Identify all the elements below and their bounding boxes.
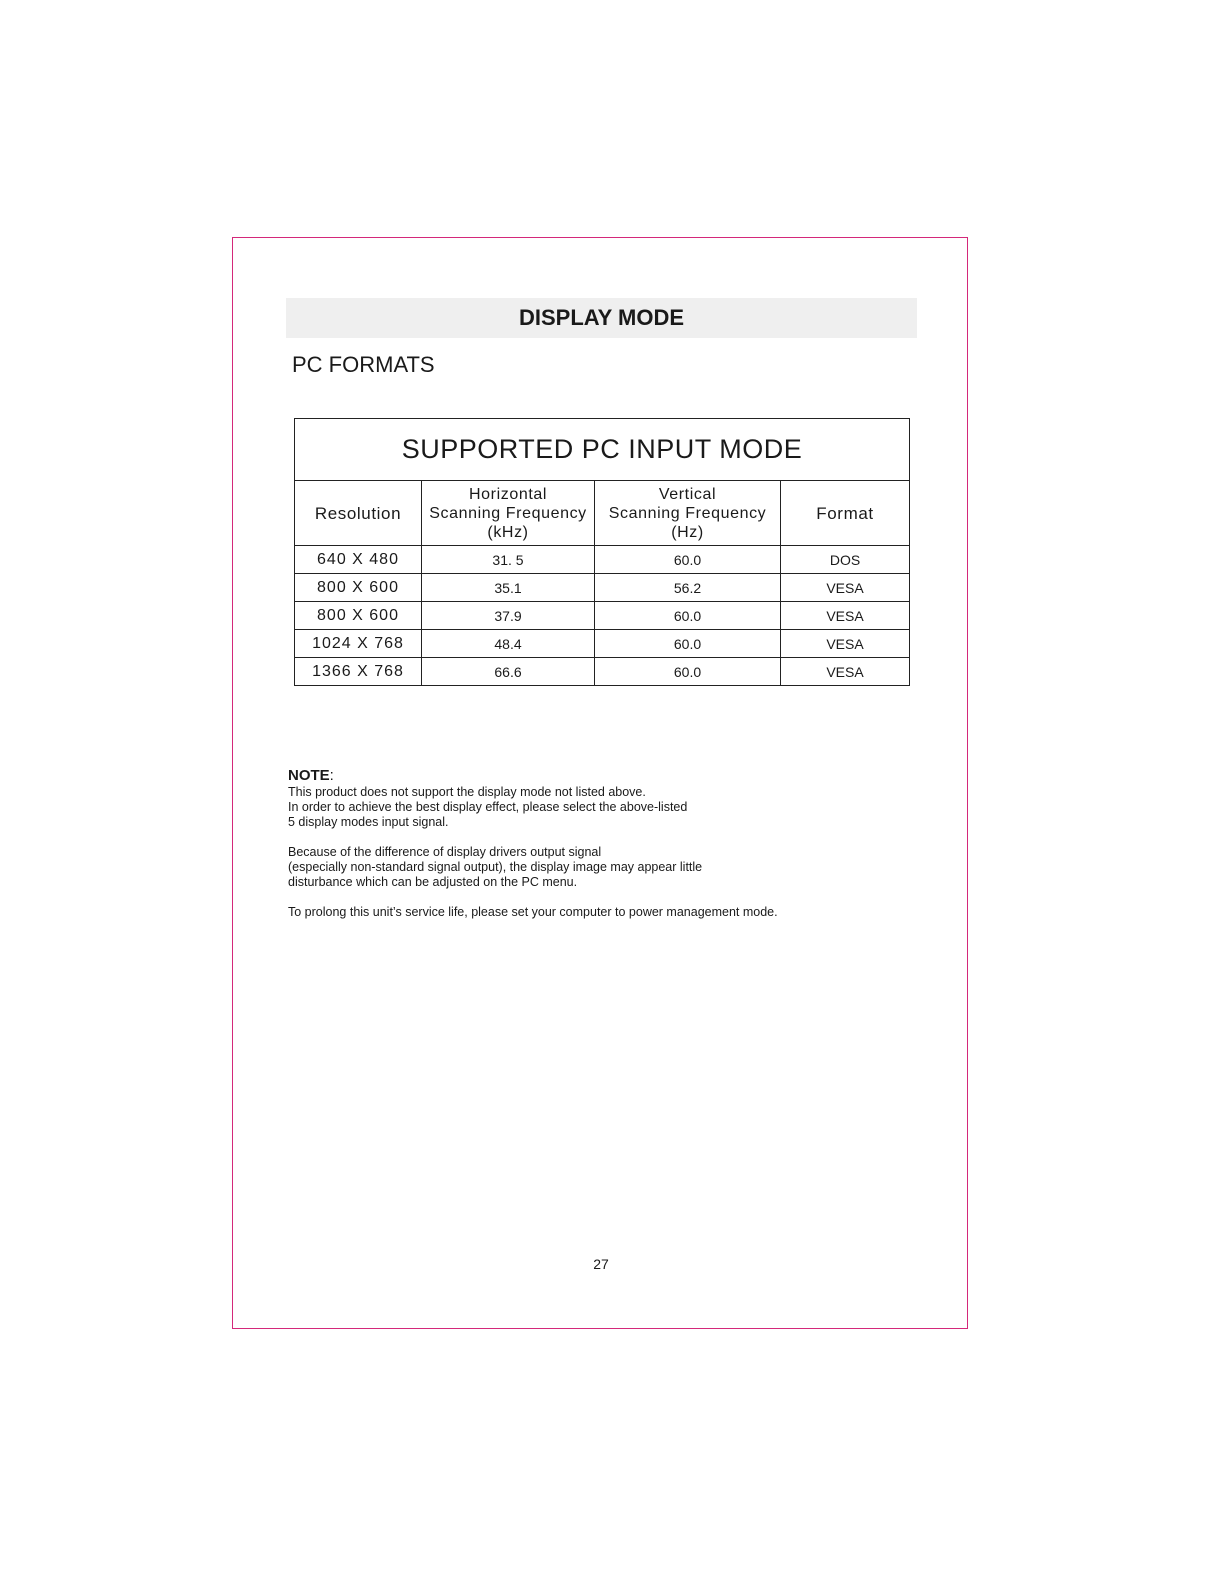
table-row (295, 602, 910, 630)
table-title-row (295, 419, 910, 481)
header-format: Format (781, 481, 910, 546)
cell-vertical: 60.0 (595, 658, 781, 686)
header-vertical-line: Vertical (658, 485, 717, 503)
table-row (295, 630, 910, 658)
cell-format: VESA (781, 630, 910, 658)
cell-format: DOS (781, 546, 910, 574)
note-line: This product does not support the display mode not listed above. (288, 785, 646, 799)
cell-horizontal: 66.6 (422, 658, 595, 686)
header-vertical-unit: (Hz) (671, 523, 704, 541)
note-block (288, 767, 848, 935)
section-title: DISPLAY MODE (518, 305, 685, 330)
note-heading (288, 767, 848, 785)
cell-horizontal: 31. 5 (422, 546, 595, 574)
header-vertical-line: Scanning Frequency (608, 504, 767, 522)
table-header-row (295, 481, 910, 546)
cell-vertical: 60.0 (595, 602, 781, 630)
cell-horizontal: 48.4 (422, 630, 595, 658)
cell-vertical: 60.0 (595, 546, 781, 574)
table-row (295, 546, 910, 574)
cell-resolution: 1366 X 768 (295, 658, 422, 686)
cell-format: VESA (781, 602, 910, 630)
note-line: In order to achieve the best display effect, please select the above-listed (288, 800, 688, 814)
note-line: To prolong this unit’s service life, please set your computer to power management mode. (288, 905, 778, 919)
cell-format: VESA (781, 574, 910, 602)
cell-horizontal: 35.1 (422, 574, 595, 602)
cell-resolution: 1024 X 768 (295, 630, 422, 658)
header-horizontal-line: Scanning Frequency (429, 504, 587, 522)
cell-format: VESA (781, 658, 910, 686)
note-paragraph (288, 905, 848, 920)
note-paragraph (288, 845, 848, 890)
note-line: 5 display modes input signal. (288, 815, 449, 829)
cell-vertical: 56.2 (595, 574, 781, 602)
header-horizontal-unit: (kHz) (487, 523, 529, 541)
table-row (295, 658, 910, 686)
note-label: NOTE (288, 767, 330, 784)
table-row (295, 574, 910, 602)
note-line: Because of the difference of display drivers output signal (288, 845, 602, 859)
header-horizontal-line: Horizontal (468, 485, 548, 503)
page-number: 27 (593, 1256, 609, 1272)
header-vertical-frequency (595, 481, 781, 546)
note-line: disturbance which can be adjusted on the PC menu. (288, 875, 578, 889)
note-paragraph (288, 785, 848, 830)
cell-horizontal: 37.9 (422, 602, 595, 630)
section-banner (286, 298, 917, 338)
note-colon: : (329, 767, 334, 784)
supported-modes-table (294, 418, 910, 686)
header-horizontal-frequency (422, 481, 595, 546)
cell-resolution: 640 X 480 (295, 546, 422, 574)
cell-resolution: 800 X 600 (295, 602, 422, 630)
subheading: PC FORMATS (292, 352, 435, 377)
table-title: SUPPORTED PC INPUT MODE (295, 419, 910, 481)
cell-vertical: 60.0 (595, 630, 781, 658)
header-resolution: Resolution (295, 481, 422, 546)
cell-resolution: 800 X 600 (295, 574, 422, 602)
note-line: (especially non-standard signal output), the display image may appear little (288, 860, 703, 874)
